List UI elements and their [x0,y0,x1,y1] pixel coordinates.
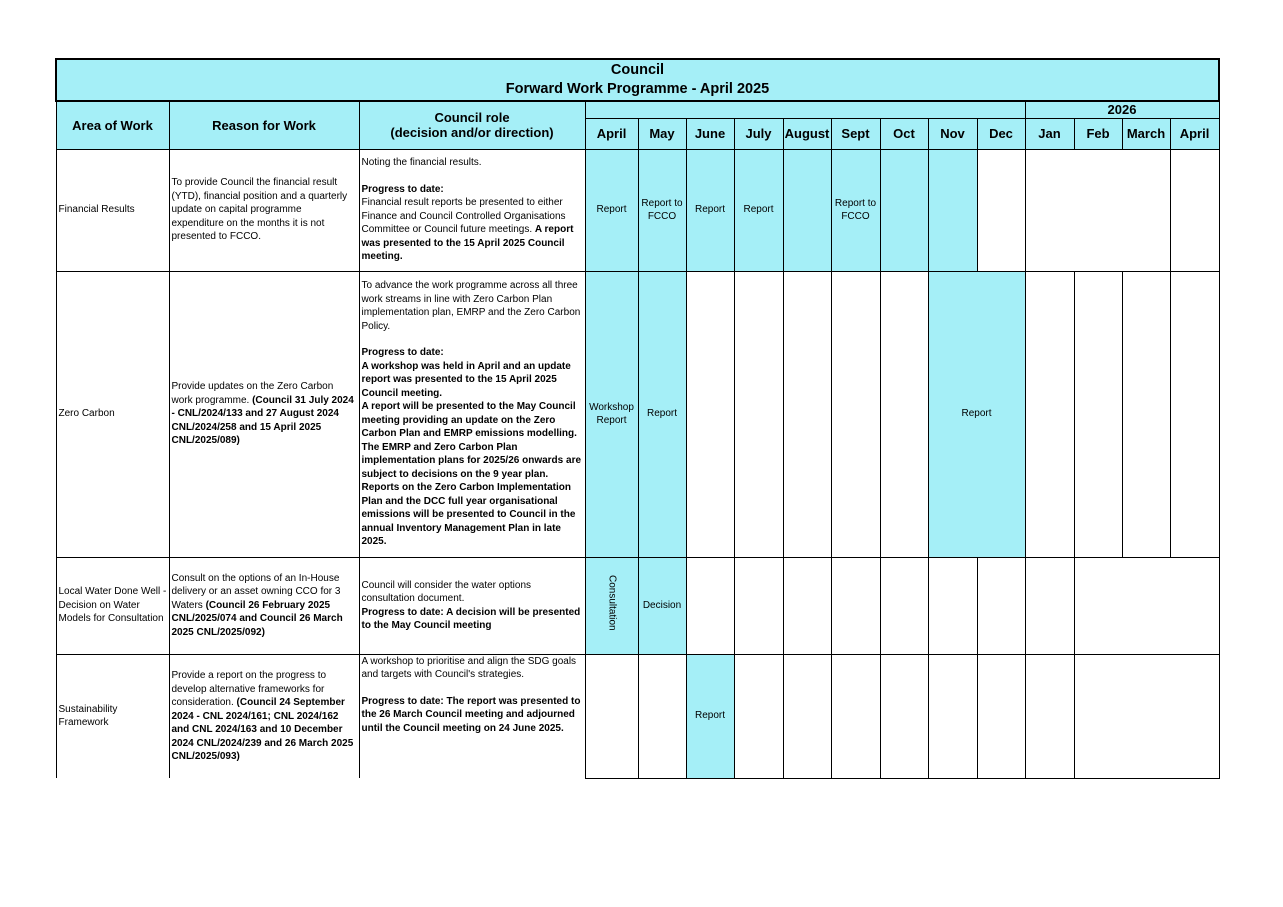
header-role-line2: (decision and/or direction) [390,125,554,141]
row-area: Sustainability Framework [56,654,169,778]
cell-jan [1025,271,1074,557]
role-intro: A workshop to prioritise and align the SDG goals and targets with Council's strategies. [361,655,577,680]
cell-apr: Report [585,149,638,271]
progress-label: Progress to date: [361,183,444,195]
month-header: Jan [1025,118,1074,149]
cell-sep [831,557,880,654]
cell-oct [880,149,928,271]
table-row [56,271,1219,557]
month-header: August [783,118,831,149]
reason-text: Provide updates on the Zero Carbon work programme. [171,381,334,406]
role-bold: A report was presented to the 15 April 2025 Council meeting. [361,224,574,263]
cell-nov [928,557,977,654]
table-title [56,59,1219,101]
cell-jun [686,271,734,557]
row-reason [169,271,359,557]
cell-sep: Report to FCCO [831,149,880,271]
cell-aug [783,557,831,654]
month-header: Sept [831,118,880,149]
row-council-role [359,271,585,557]
row-reason [169,654,359,778]
cell-mar [1122,271,1170,557]
row-reason: To provide Council the financial result (YTD), financial position and a quarterly update on capital programme expenditure on the months it is not presented to FCCO. [169,149,359,271]
month-header: May [638,118,686,149]
cell-oct [880,557,928,654]
month-header: March [1122,118,1170,149]
row-reason [169,557,359,654]
cell-jul [734,654,783,778]
cell-apr-2026 [1170,149,1219,271]
role-bold: Progress to date: A decision will be presented to the May Council meeting [361,606,581,631]
cell-nov [928,149,977,271]
cell-apr: Workshop Report [585,271,638,557]
reason-bold: (Council 24 September 2024 - CNL 2024/161; CNL 2024/162 and CNL 2024/163 and 10 December 2024 CNL/2024/239 and 26 March 2025 CNL/2025/093) [171,697,354,762]
role-text: Financial result reports be presented to either Finance and Council Controlled Organisations Committee or Council future meetings. [361,197,566,236]
role-bold: A workshop was held in April and an update report was presented to the 15 April 2025 Council meeting. A report will be presented to the May Council meeting providing an update on the Zero Carbon Plan and EMRP emissions modelling. The EMRP and Zero Carbon Plan implementation plans for 2025/26 onwards are subject to decisions on the 9 year plan. Reports on the Zero Carbon Implementation Plan and the DCC full year organisational emissions will be presented to Council in the annual Inventory Management Plan in late 2025. [361,360,582,548]
cell-may [638,654,686,778]
header-council-role [359,101,585,149]
work-programme-sheet [55,58,1219,779]
cell-aug [783,149,831,271]
row-council-role [359,557,585,654]
cell-jun: Report [686,654,734,778]
header-role-line1: Council role [434,110,510,126]
row-council-role [359,149,585,271]
cell-may: Decision [638,557,686,654]
month-header: June [686,118,734,149]
cell-nov [928,654,977,778]
cell-nov-dec: Report [928,271,1025,557]
cell-aug [783,654,831,778]
progress-label: Progress to date: [361,347,444,359]
cell-jan [1025,557,1074,654]
cell-oct [880,654,928,778]
cell-jun: Report [686,149,734,271]
header-area: Area of Work [56,101,169,149]
cell-jul: Report [734,149,783,271]
title-line2: Forward Work Programme - April 2025 [505,81,770,97]
month-header: Dec [977,118,1025,149]
cell-feb-apr [1074,557,1219,654]
reason-bold: (Council 26 February 2025 CNL/2025/074 and Council 26 March 2025 CNL/2025/092) [171,599,343,638]
cell-sep [831,654,880,778]
cell-dec [977,557,1025,654]
cell-dec [977,149,1025,271]
role-intro: Noting the financial results. [361,157,482,169]
header-2025-band [585,101,1025,118]
cell-apr [585,654,638,778]
table-row [56,654,1219,778]
cell-oct [880,271,928,557]
cell-apr-2026 [1170,271,1219,557]
reason-text: Consult on the options of an In-House delivery or an asset owning CCO for 3 Waters [171,572,341,611]
cell-jan-mar [1025,149,1170,271]
table-row [56,557,1219,654]
month-header: April [585,118,638,149]
cell-jul [734,271,783,557]
cell-apr [585,557,638,654]
cell-dec [977,654,1025,778]
month-header: Nov [928,118,977,149]
cell-feb [1074,271,1122,557]
cell-may: Report to FCCO [638,149,686,271]
row-area: Local Water Done Well - Decision on Water Models for Consultation [56,557,169,654]
consultation-label: Consultation [606,575,618,632]
row-area: Financial Results [56,149,169,271]
cell-jul [734,557,783,654]
role-bold: Progress to date: The report was presented to the 26 March Council meeting and adjourned until the Council meeting on 24 June 2025. [361,695,581,734]
reason-bold: (Council 31 July 2024 - CNL/2024/133 and 27 August 2024 CNL/2024/258 and 15 April 2025 CNL/2025/089) [171,394,354,447]
cell-jun [686,557,734,654]
row-area: Zero Carbon [56,271,169,557]
month-header: Oct [880,118,928,149]
cell-sep [831,271,880,557]
reason-text: Provide a report on the progress to develop alternative frameworks for consideration. [171,670,327,708]
month-header: Feb [1074,118,1122,149]
header-reason: Reason for Work [169,101,359,149]
cell-feb-apr [1074,654,1219,778]
month-header: July [734,118,783,149]
row-council-role [359,654,585,778]
cell-aug [783,271,831,557]
work-programme-table [55,58,1220,779]
cell-may: Report [638,271,686,557]
table-row [56,149,1219,271]
role-intro: To advance the work programme across all three work streams in line with Zero Carbon Plan implementation plan, EMRP and the Zero Carbon Policy. [361,280,581,332]
role-intro: Council will consider the water options consultation document. [361,579,532,604]
title-line1: Council [610,62,665,78]
cell-jan [1025,654,1074,778]
header-year-2026: 2026 [1025,101,1219,118]
month-header: April [1170,118,1219,149]
